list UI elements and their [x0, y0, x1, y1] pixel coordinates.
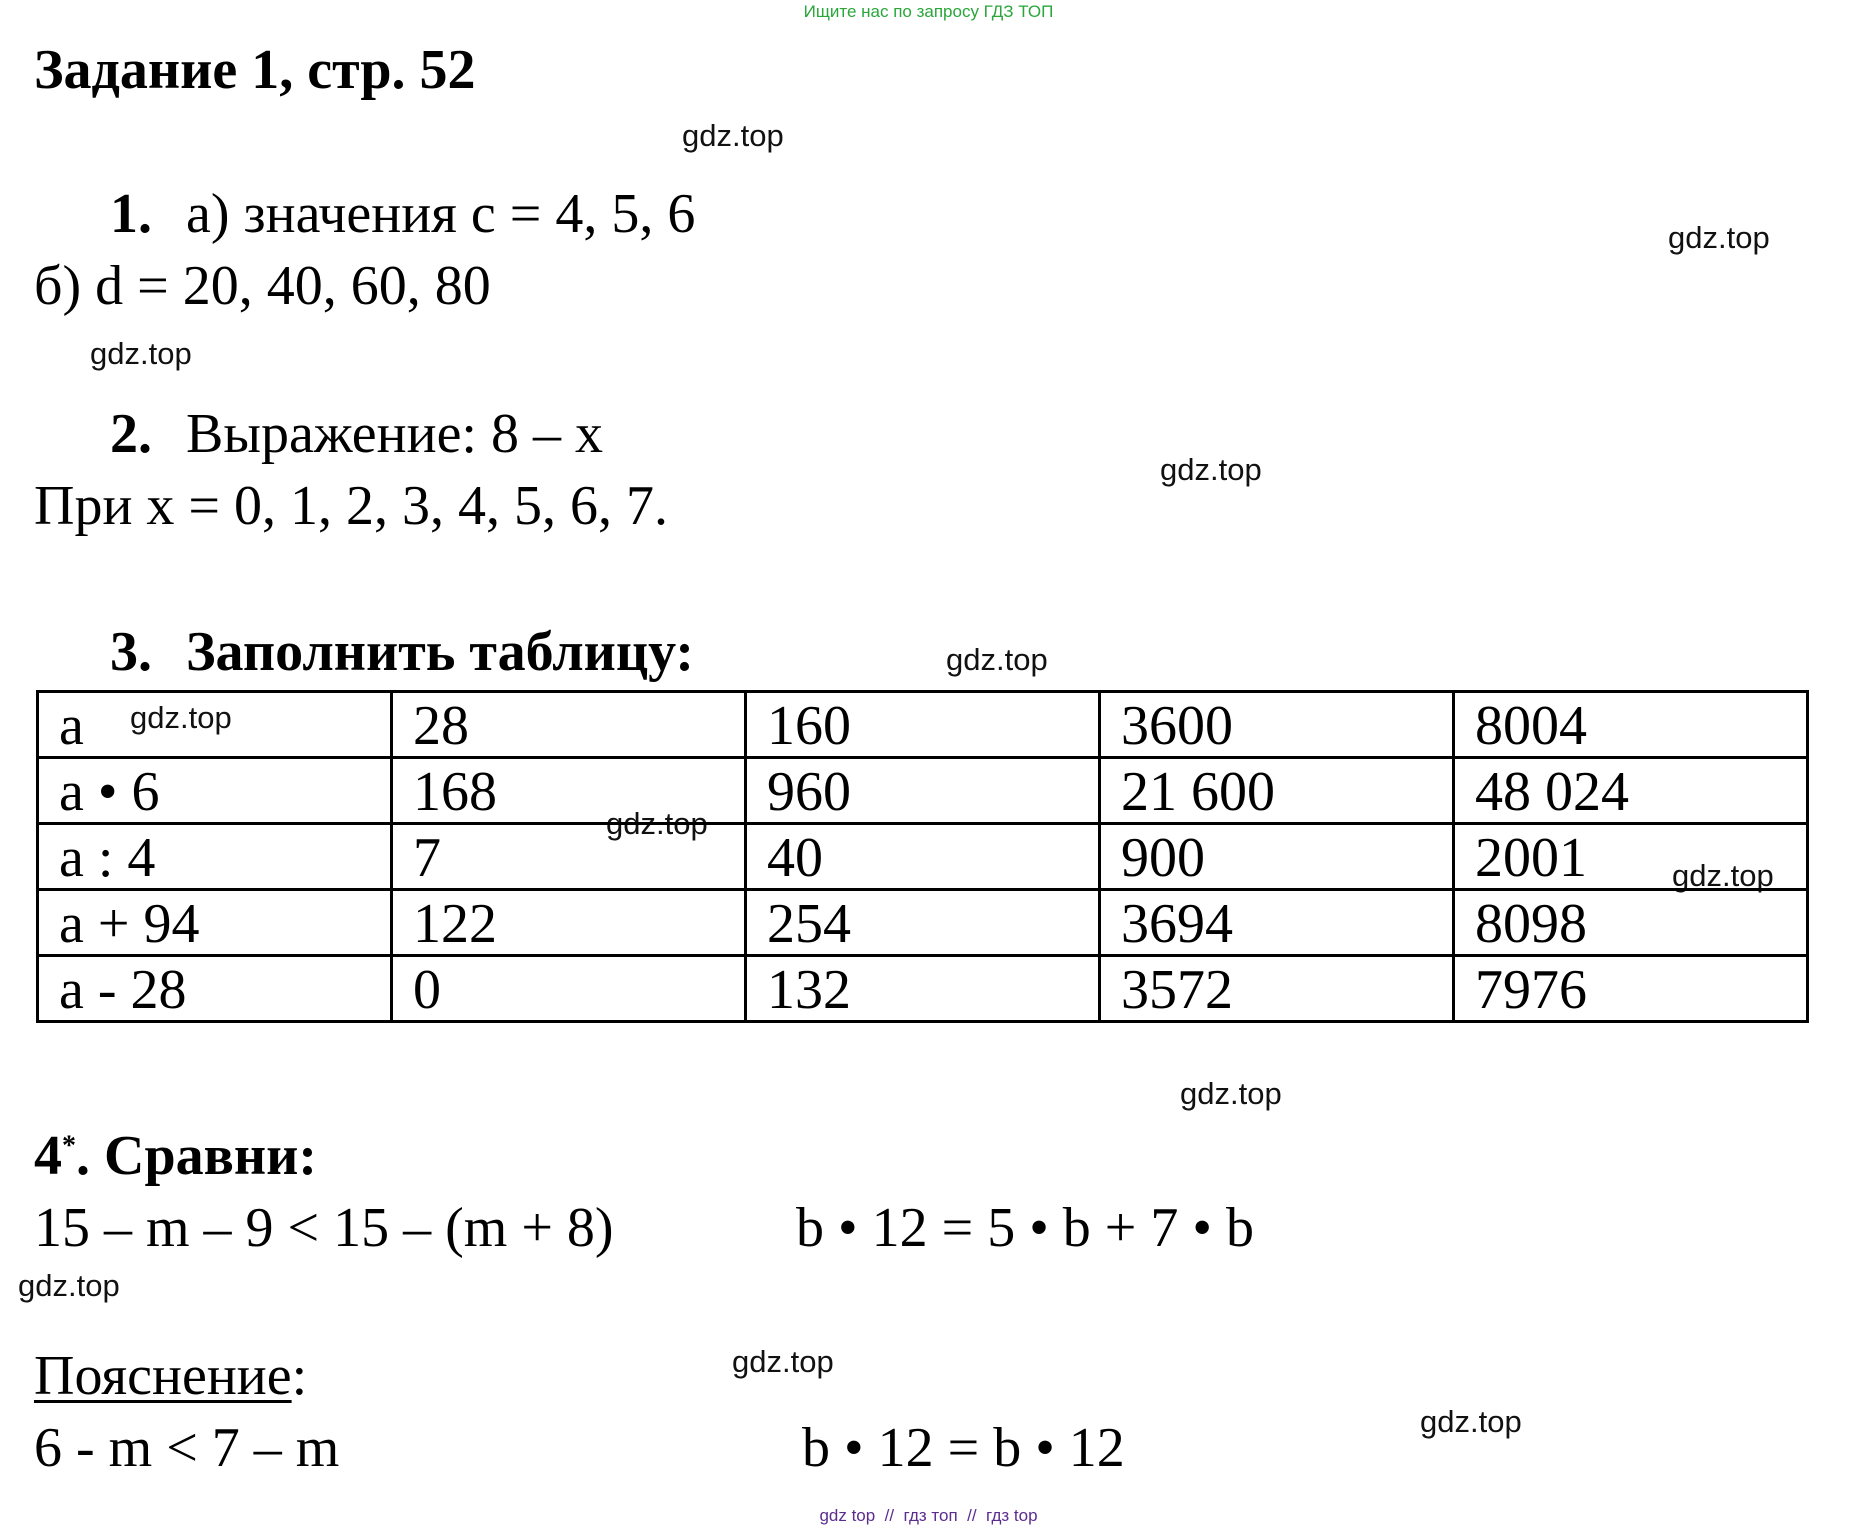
watermark: gdz.top: [1160, 452, 1262, 487]
task3-number: 3.: [110, 621, 152, 683]
task2-line1: [110, 403, 603, 465]
footer-links[interactable]: gdz top // гдз топ // гдз top: [819, 1506, 1038, 1525]
task1-text-a: а) значения с = 4, 5, 6: [186, 183, 696, 245]
task4-number: 4: [34, 1125, 62, 1187]
watermark: gdz.top: [90, 336, 192, 371]
table-cell: 0: [392, 956, 746, 1022]
table-cell: а : 4: [38, 824, 392, 890]
table-cell: 7: [392, 824, 746, 890]
explanation-label: Пояснение: [34, 1345, 292, 1407]
table-cell: 160: [746, 692, 1100, 758]
table-cell: 900: [1100, 824, 1454, 890]
task3-heading: [110, 621, 695, 683]
top-banner[interactable]: Ищите нас по запросу ГДЗ ТОП: [803, 2, 1054, 21]
task4-heading: [34, 1125, 318, 1187]
task1-number: 1.: [110, 183, 152, 245]
table-cell: а + 94: [38, 890, 392, 956]
watermark: gdz.top: [732, 1344, 834, 1379]
watermark: gdz.top: [130, 700, 232, 735]
watermark: gdz.top: [1672, 858, 1774, 893]
table-cell: 3694: [1100, 890, 1454, 956]
watermark: gdz.top: [606, 806, 708, 841]
explanation-right: b • 12 = b • 12: [802, 1417, 1125, 1479]
watermark: gdz.top: [946, 642, 1048, 677]
task2-line2: При х = 0, 1, 2, 3, 4, 5, 6, 7.: [34, 475, 668, 537]
table-cell: 122: [392, 890, 746, 956]
values-table: [36, 690, 1809, 1023]
table-cell: 3600: [1100, 692, 1454, 758]
watermark: gdz.top: [682, 118, 784, 153]
table-cell: а - 28: [38, 956, 392, 1022]
task1-line-b: б) d = 20, 40, 60, 80: [34, 255, 491, 317]
table-row: [38, 890, 1808, 956]
table-cell: 132: [746, 956, 1100, 1022]
watermark: gdz.top: [1668, 220, 1770, 255]
table-row: [38, 758, 1808, 824]
task1-line-a: [110, 183, 696, 245]
explanation-colon: :: [291, 1345, 308, 1407]
table-cell: 2001: [1454, 824, 1808, 890]
watermark: gdz.top: [1420, 1404, 1522, 1439]
table-cell: 254: [746, 890, 1100, 956]
task3-text: Заполнить таблицу:: [186, 621, 695, 683]
table-cell: а • 6: [38, 758, 392, 824]
table-cell: а: [38, 692, 392, 758]
explanation-heading: [34, 1345, 308, 1407]
table-cell: 40: [746, 824, 1100, 890]
watermark: gdz.top: [18, 1268, 120, 1303]
task2-number: 2.: [110, 403, 152, 465]
task4-expression-left: 15 – m – 9 < 15 – (m + 8): [34, 1197, 614, 1259]
table-row: [38, 692, 1808, 758]
table-cell: 7976: [1454, 956, 1808, 1022]
table-cell: 48 024: [1454, 758, 1808, 824]
table-row: [38, 956, 1808, 1022]
table-cell: 28: [392, 692, 746, 758]
table-row: [38, 824, 1808, 890]
explanation-left: 6 - m < 7 – m: [34, 1417, 340, 1479]
task2-text: Выражение: 8 – х: [186, 403, 603, 465]
table-cell: 168: [392, 758, 746, 824]
task4-star: *: [62, 1130, 76, 1162]
table-cell: 21 600: [1100, 758, 1454, 824]
table-cell: 960: [746, 758, 1100, 824]
table-cell: 3572: [1100, 956, 1454, 1022]
table-cell: 8098: [1454, 890, 1808, 956]
table-cell: 8004: [1454, 692, 1808, 758]
page-title: Задание 1, стр. 52: [34, 39, 476, 101]
task4-text: . Сравни:: [76, 1125, 318, 1187]
task4-expression-right: b • 12 = 5 • b + 7 • b: [796, 1197, 1254, 1259]
watermark: gdz.top: [1180, 1076, 1282, 1111]
